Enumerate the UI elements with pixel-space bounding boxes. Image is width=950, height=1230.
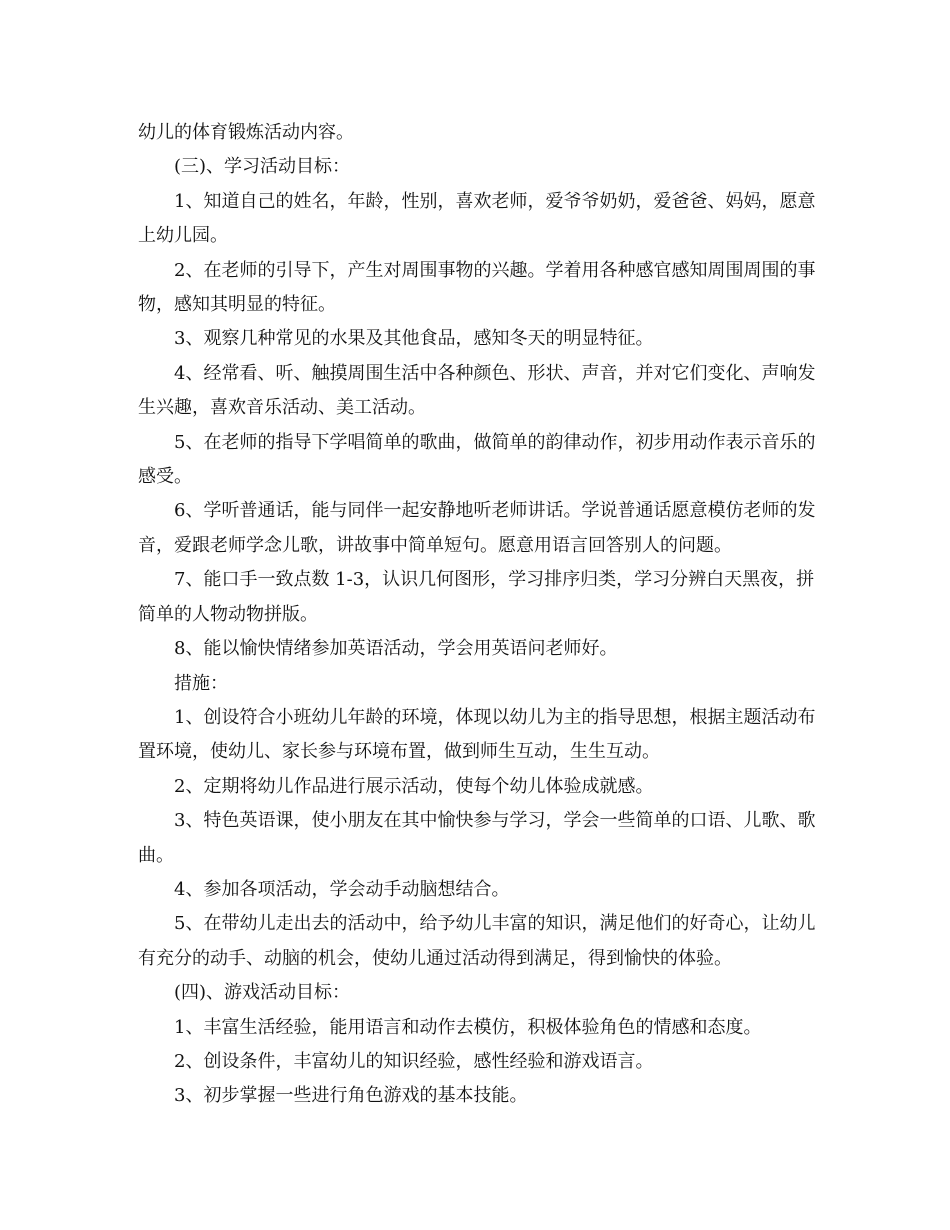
paragraph: 3、初步掌握一些进行角色游戏的基本技能。 [174, 1085, 528, 1107]
paragraph: 4、经常看、听、触摸周围生活中各种颜色、形状、声音，并对它们变化、声响发生兴趣，喜欢音乐活动、美工活动。 [138, 362, 816, 419]
paragraph: 2、定期将幼儿作品进行展示活动，使每个幼儿体验成就感。 [174, 775, 654, 797]
paragraph: 5、在老师的指导下学唱简单的歌曲，做简单的韵律动作，初步用动作表示音乐的感受。 [138, 431, 816, 488]
section-heading: 措施： [174, 672, 228, 694]
section-heading: (四)、游戏活动目标： [174, 982, 351, 1004]
section-heading: (三)、学习活动目标： [174, 156, 351, 178]
paragraph: 6、学听普通话，能与同伴一起安静地听老师讲话。学说普通话愿意模仿老师的发音，爱跟老师学念儿歌，讲故事中简单短句。愿意用语言回答别人的问题。 [138, 500, 816, 556]
paragraph: 1、知道自己的姓名，年龄，性别，喜欢老师，爱爷爷奶奶，爱爸爸、妈妈，愿意上幼儿园。 [138, 190, 816, 247]
document-body [138, 116, 818, 1114]
paragraph: 8、能以愉快情绪参加英语活动，学会用英语问老师好。 [174, 638, 618, 660]
paragraph: 7、能口手一致点数 1-3，认识几何图形，学习排序归类，学习分辨白天黑夜，拼简单的人物动物拼版。 [138, 569, 815, 625]
paragraph: 5、在带幼儿走出去的活动中，给予幼儿丰富的知识，满足他们的好奇心，让幼儿有充分的动手、动脑的机会，使幼儿通过活动得到满足，得到愉快的体验。 [138, 913, 816, 969]
paragraph: 4、参加各项活动，学会动手动脑想结合。 [174, 878, 510, 900]
paragraph: 2、创设条件，丰富幼儿的知识经验，感性经验和游戏语言。 [174, 1050, 654, 1072]
paragraph: 幼儿的体育锻炼活动内容。 [138, 122, 354, 143]
paragraph: 1、创设符合小班幼儿年龄的环境，体现以幼儿为主的指导思想，根据主题活动布置环境，使幼儿、家长参与环境布置，做到师生互动，生生互动。 [138, 706, 816, 763]
paragraph: 3、特色英语课，使小朋友在其中愉快参与学习，学会一些简单的口语、儿歌、歌曲。 [138, 810, 816, 866]
paragraph: 2、在老师的引导下，产生对周围事物的兴趣。学着用各种感官感知周围周围的事物，感知其明显的特征。 [138, 259, 816, 316]
paragraph: 1、丰富生活经验，能用语言和动作去模仿，积极体验角色的情感和态度。 [174, 1016, 762, 1038]
paragraph: 3、观察几种常见的水果及其他食品，感知冬天的明显特征。 [174, 328, 654, 350]
